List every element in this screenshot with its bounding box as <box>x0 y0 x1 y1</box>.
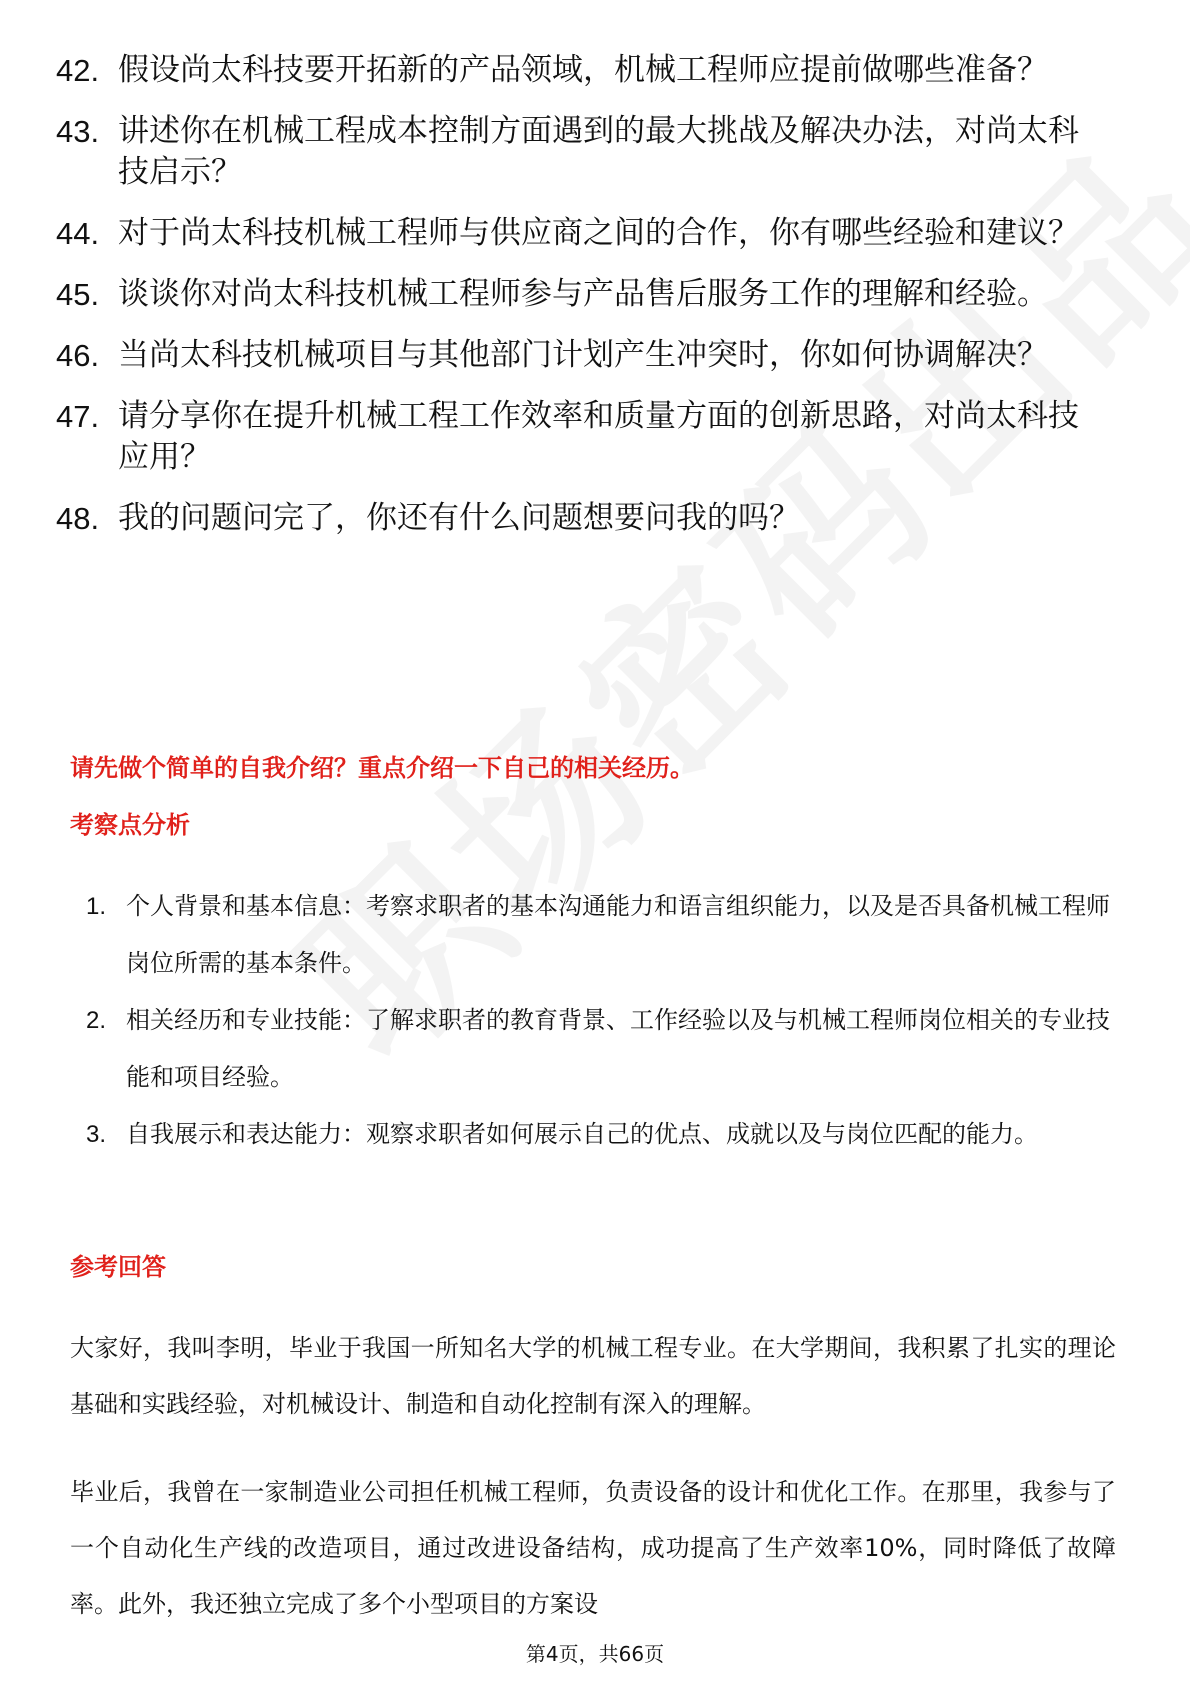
question-text: 讲述你在机械工程成本控制方面遇到的最大挑战及解决办法，对尚太科技启示？ <box>118 113 1079 190</box>
analysis-item <box>86 878 1116 992</box>
question-number: 47. <box>56 399 100 434</box>
analysis-number: 3. <box>86 1121 107 1148</box>
reference-paragraph: 大家好，我叫李明，毕业于我国一所知名大学的机械工程专业。在大学期间，我积累了扎实的理论基础和实践经验，对机械设计、制造和自动化控制有深入的理解。 <box>70 1334 1116 1418</box>
analysis-text: 相关经历和专业技能：了解求职者的教育背景、工作经验以及与机械工程师岗位相关的专业技能和项目经验。 <box>126 1006 1110 1091</box>
reference-paragraph: 毕业后，我曾在一家制造业公司担任机械工程师，负责设备的设计和优化工作。在那里，我参与了一个自动化生产线的改造项目，通过改进设备结构，成功提高了生产效率10%，同时降低了故障率。此外，我还独立完成了多个小型项目的方案设 <box>70 1478 1116 1618</box>
analysis-item <box>86 1106 1116 1163</box>
analysis-number: 1. <box>86 893 107 920</box>
question-list <box>56 50 1106 539</box>
question-text: 当尚太科技机械项目与其他部门计划产生冲突时，你如何协调解决？ <box>118 337 1048 373</box>
question-number: 44. <box>56 216 100 251</box>
page-footer: 第4页，共66页 <box>525 1642 665 1666</box>
analysis-list <box>86 878 1116 1163</box>
question-item <box>56 335 1106 376</box>
analysis-item <box>86 992 1116 1106</box>
question-item <box>56 396 1106 478</box>
question-number: 45. <box>56 277 100 312</box>
question-text: 请分享你在提升机械工程工作效率和质量方面的创新思路，对尚太科技应用？ <box>118 398 1079 475</box>
question-item <box>56 213 1106 254</box>
question-item <box>56 498 1106 539</box>
question-item <box>56 50 1106 91</box>
analysis-text: 个人背景和基本信息：考察求职者的基本沟通能力和语言组织能力，以及是否具备机械工程师岗位所需的基本条件。 <box>126 892 1110 977</box>
question-text: 我的问题问完了，你还有什么问题想要问我的吗？ <box>118 500 800 536</box>
question-text: 假设尚太科技要开拓新的产品领域，机械工程师应提前做哪些准备？ <box>118 52 1048 88</box>
analysis-text: 自我展示和表达能力：观察求职者如何展示自己的优点、成就以及与岗位匹配的能力。 <box>126 1120 1038 1148</box>
analysis-number: 2. <box>86 1007 107 1034</box>
question-item <box>56 274 1106 315</box>
question-number: 43. <box>56 114 100 149</box>
interview-question-heading: 请先做个简单的自我介绍？重点介绍一下自己的相关经历。 <box>70 754 694 782</box>
question-item <box>56 111 1106 193</box>
reference-heading: 参考回答 <box>70 1253 166 1281</box>
question-number: 42. <box>56 53 100 88</box>
question-text: 谈谈你对尚太科技机械工程师参与产品售后服务工作的理解和经验。 <box>118 276 1048 312</box>
question-number: 48. <box>56 501 100 536</box>
analysis-heading: 考察点分析 <box>70 811 190 839</box>
question-text: 对于尚太科技机械工程师与供应商之间的合作，你有哪些经验和建议？ <box>118 215 1079 251</box>
question-number: 46. <box>56 338 100 373</box>
